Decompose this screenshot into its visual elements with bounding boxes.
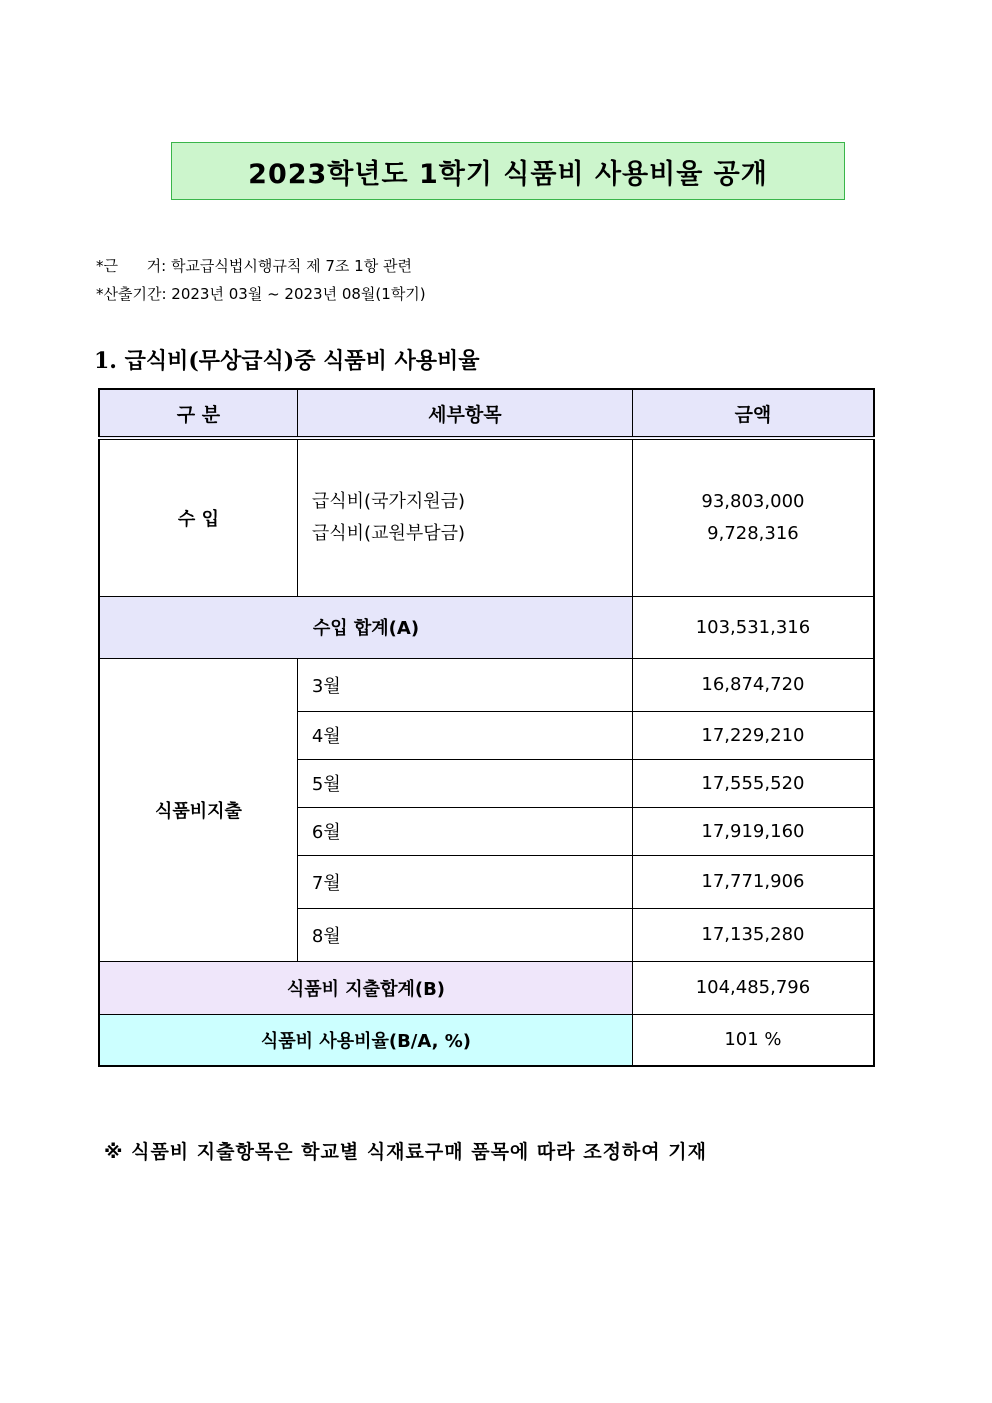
header-category: 구 분 <box>99 389 297 438</box>
expense-total-row <box>99 961 874 1014</box>
income-items <box>297 438 632 596</box>
income-item-amount: 9,728,316 <box>707 522 799 544</box>
expense-month: 3월 <box>297 658 632 711</box>
page-title: 2023학년도 1학기 식품비 사용비율 공개 <box>171 142 845 200</box>
income-amounts <box>632 438 874 596</box>
expense-row <box>99 658 874 711</box>
ratio-row <box>99 1014 874 1066</box>
expense-total-label: 식품비 지출합계(B) <box>99 961 632 1014</box>
income-item-amount: 93,803,000 <box>701 490 805 512</box>
expense-amount: 17,771,906 <box>632 855 874 908</box>
ratio-label: 식품비 사용비율(B/A, %) <box>99 1014 632 1066</box>
table-header-row <box>99 389 874 438</box>
income-total-label: 수입 합계(A) <box>99 596 632 658</box>
expense-month: 4월 <box>297 711 632 759</box>
period-line <box>96 283 426 304</box>
income-item-name: 급식비(국가지원금) <box>311 490 466 512</box>
header-amount: 금액 <box>632 389 874 438</box>
income-total-amount: 103,531,316 <box>632 596 874 658</box>
expense-amount: 17,919,160 <box>632 807 874 855</box>
expense-month: 7월 <box>297 855 632 908</box>
expense-amount: 16,874,720 <box>632 658 874 711</box>
basis-label: *근 거: <box>96 257 167 275</box>
income-row <box>99 438 874 596</box>
expense-total-amount: 104,485,796 <box>632 961 874 1014</box>
income-item-name: 급식비(교원부담금) <box>311 522 466 544</box>
footnote: ※ 식품비 지출항목은 학교별 식재료구매 품목에 따라 조정하여 기재 <box>104 1141 707 1163</box>
expense-amount: 17,229,210 <box>632 711 874 759</box>
income-label: 수 입 <box>99 438 297 596</box>
expense-month: 5월 <box>297 759 632 807</box>
expense-amount: 17,135,280 <box>632 908 874 961</box>
expense-amount: 17,555,520 <box>632 759 874 807</box>
period-label: *산출기간: <box>96 285 167 303</box>
basis-line <box>96 255 412 276</box>
income-total-row <box>99 596 874 658</box>
section-heading: 1. 급식비(무상급식)중 식품비 사용비율 <box>94 348 480 374</box>
ratio-value: 101 % <box>632 1014 874 1066</box>
header-detail: 세부항목 <box>297 389 632 438</box>
period-value: 2023년 03월 ~ 2023년 08월(1학기) <box>171 285 426 303</box>
expense-month: 6월 <box>297 807 632 855</box>
food-cost-table <box>98 388 875 1067</box>
expense-label: 식품비지출 <box>99 658 297 961</box>
expense-month: 8월 <box>297 908 632 961</box>
basis-value: 학교급식법시행규칙 제 7조 1항 관련 <box>170 257 412 275</box>
